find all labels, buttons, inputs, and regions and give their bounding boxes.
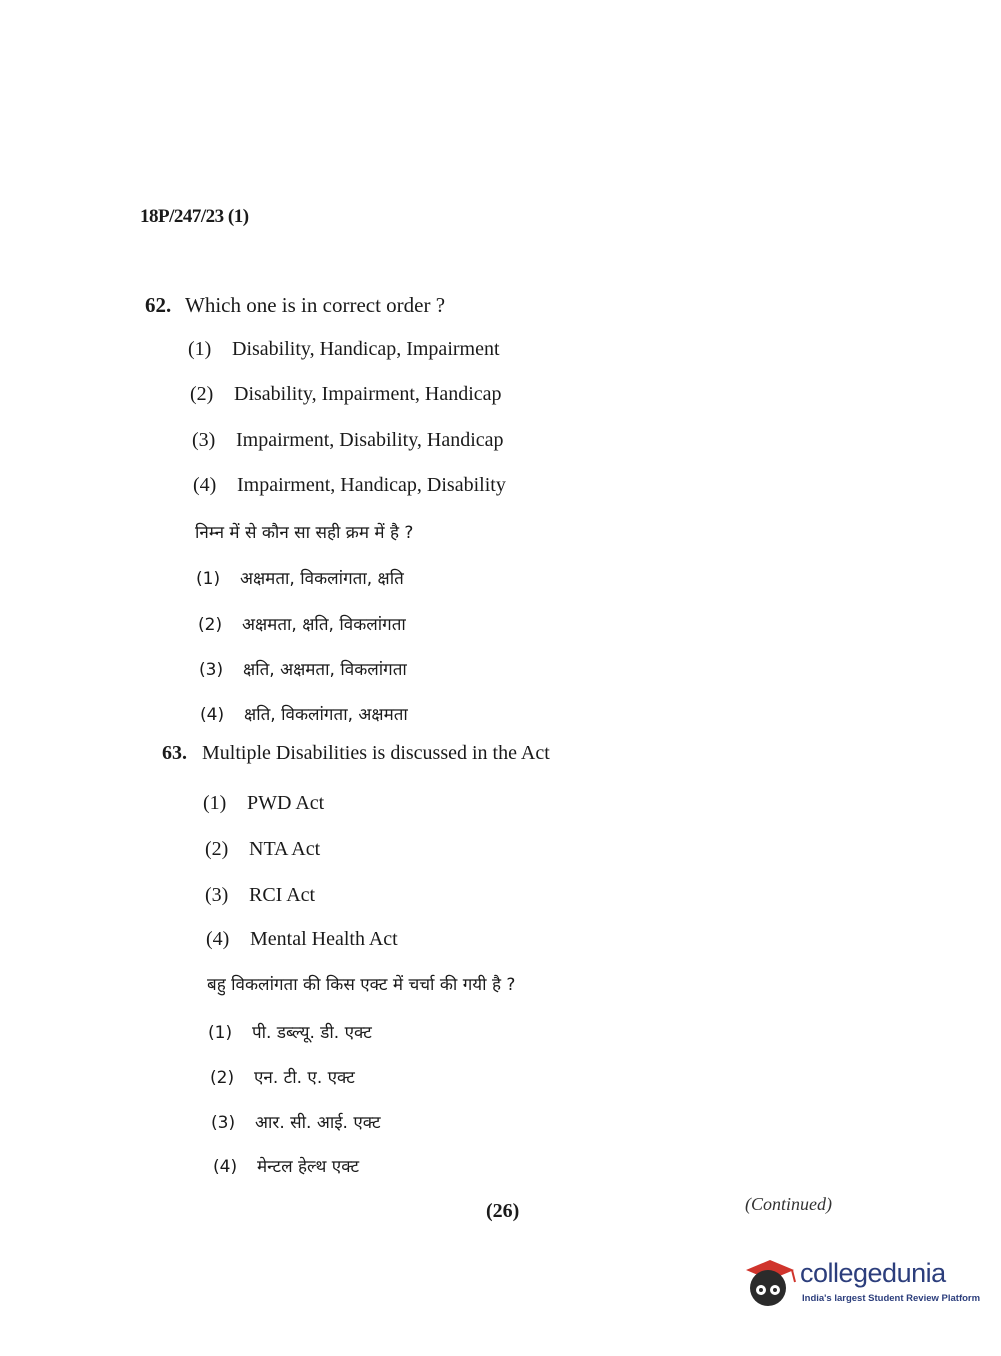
option-hindi: (1) अक्षमता, विकलांगता, क्षति	[196, 569, 404, 589]
option-hindi: (4) मेन्टल हेल्थ एक्ट	[213, 1157, 360, 1177]
question-text-hindi: बहु विकलांगता की किस एक्ट में चर्चा की गयी है ?	[207, 975, 516, 995]
option-hindi: (3) क्षति, अक्षमता, विकलांगता	[199, 660, 407, 680]
mascot-icon	[740, 1252, 798, 1310]
question-text: 62. Which one is in correct order ?	[145, 293, 446, 317]
option: (3) RCI Act	[205, 884, 316, 906]
logo-tagline: India's largest Student Review Platform	[802, 1293, 981, 1304]
option-hindi: (4) क्षति, विकलांगता, अक्षमता	[200, 705, 408, 725]
question-text: 63. Multiple Disabilities is discussed in the Act	[162, 742, 550, 764]
option: (4) Mental Health Act	[206, 928, 398, 950]
option: (1) Disability, Handicap, Impairment	[188, 338, 500, 360]
option-hindi: (1) पी. डब्ल्यू. डी. एक्ट	[208, 1023, 372, 1043]
logo-wordmark: collegedunia	[800, 1258, 946, 1288]
continued-label: (Continued)	[745, 1194, 832, 1214]
option: (1) PWD Act	[203, 792, 325, 814]
option-hindi: (2) अक्षमता, क्षति, विकलांगता	[198, 615, 406, 635]
option: (4) Impairment, Handicap, Disability	[193, 474, 506, 496]
paper-code: 18P/247/23 (1)	[140, 206, 249, 227]
option: (2) Disability, Impairment, Handicap	[190, 383, 502, 405]
option: (3) Impairment, Disability, Handicap	[192, 429, 504, 451]
page-number: (26)	[486, 1200, 520, 1222]
option-hindi: (3) आर. सी. आई. एक्ट	[211, 1113, 381, 1133]
option-hindi: (2) एन. टी. ए. एक्ट	[210, 1068, 355, 1088]
option: (2) NTA Act	[205, 838, 321, 860]
collegedunia-logo	[740, 1252, 981, 1312]
question-text-hindi: निम्न में से कौन सा सही क्रम में है ?	[195, 523, 414, 543]
